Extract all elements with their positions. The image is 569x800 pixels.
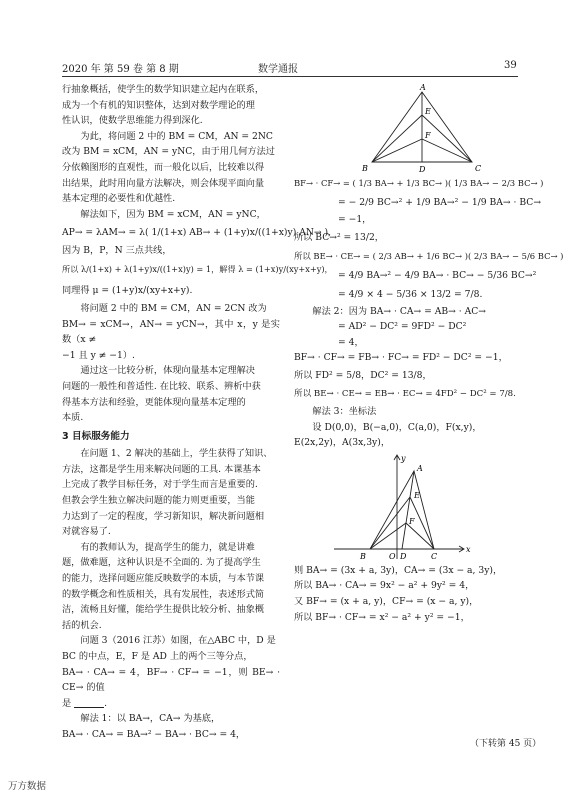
problem-line: 问题 3（2016 江苏）如图，在△ABC 中，D 是 (80, 635, 276, 647)
text-line: 因为 B，P，N 三点共线， (62, 245, 172, 257)
equation: 所以 BA→ · CA→ = 9x² − a² + 9y² = 4， (294, 580, 475, 592)
point-label: E (414, 490, 420, 500)
problem-line: BA→ · CA→ = 4，BF→ · CF→ = −1，则 BE→ · CE→ 的值 (62, 666, 280, 694)
point-label: F (409, 516, 415, 526)
answer-blank (74, 697, 104, 708)
point-label: A (420, 83, 426, 92)
equation: = 4/9 × 4 − 5/36 × 13/2 = 7/8. (338, 288, 483, 300)
coordinate-figure (294, 451, 518, 563)
point-label: B (360, 551, 366, 561)
equation: 同理得 μ = (1+y)x/(xy+x+y). (62, 284, 193, 296)
equation: = AD² − DC² = 9FD² − DC² (338, 321, 467, 333)
text-line: −1 且 y ≠ −1）. (62, 349, 135, 361)
journal-info: 2020 年 第 59 卷 第 8 期 (62, 64, 179, 75)
left-column (62, 82, 333, 743)
text-line: 题，做难题，这种认识是不全面的. 为了提高学生 (62, 557, 261, 569)
text-line: 解法如下，因为 BM = xCM，AN = yNC， (80, 208, 266, 220)
text-line: 的数学概念和性质相关，具有发展性，表述形式简 (62, 588, 265, 600)
equation: 所以 BE→ · CE→ = ( 2/3 AB→ + 1/6 BC→ )( 2/3 BA→ − 5/6 BC→ ) (294, 250, 564, 261)
triangle-abc (370, 471, 434, 549)
equation: BF→ · CF→ = ( 1/3 BA→ + 1/3 BC→ )( 1/3 BA→ − 2/3 BC→ ) (294, 178, 544, 188)
page-number: 39 (504, 60, 517, 71)
text-line: 力达到了一定的程度，学习新知识，解决新问题相 (62, 510, 265, 522)
equation: = − 2/9 BC→² + 1/9 BA→² − 1/9 BA→ · BC→ (338, 197, 542, 208)
text-line: 上完成了教学目标任务，对于学生而言是重要的. (62, 479, 258, 491)
point-label: B (362, 164, 368, 173)
text-line: 将问题 2 中的 BM = CM，AN = 2CN 改为 (80, 302, 267, 314)
journal-name: 数学通报 (258, 64, 298, 75)
text-line: 对就容易了. (62, 526, 111, 538)
text-line: 通过这一比较分析，体现向量基本定理解决 (80, 365, 255, 377)
text-line: 有的教师认为，提高学生的能力，就是讲难 (80, 541, 255, 553)
text-line: 解法 2：因为 BA→ · CA→ = AB→ · AC→ (312, 305, 486, 317)
equation: = −1， (338, 214, 372, 225)
point-label: E (425, 107, 431, 116)
text-line: E(2x,2y)，A(3x,3y)， (294, 437, 391, 449)
text-line: 解法 1：以 BA→，CA→ 为基底， (80, 713, 221, 725)
segment-be (370, 497, 410, 549)
text-line: 但教会学生独立解决问题的能力则更重要，当能 (62, 495, 255, 507)
point-label: A (417, 463, 423, 473)
equation: AP→ = λAM→ = λ( 1/(1+x) AB→ + (1+y)x/((1+x)y) AN→ ), (62, 227, 332, 239)
equation: 所以 FD² = 5/8，DC² = 13/8， (294, 369, 432, 381)
header-rule (62, 76, 518, 77)
right-column (294, 82, 564, 625)
problem-line: 是 (62, 697, 72, 709)
section-title: 3 目标服务能力 (62, 430, 130, 442)
segment-be (372, 115, 422, 162)
text-line: 的能力，选择问题应能反映数学的本质，与本节课 (62, 573, 265, 585)
text-line: 基本定理的必要性和优越性. (62, 193, 176, 205)
text-line: 问题的一般性和普适性. 在比较、联系、辨析中获 (62, 380, 261, 392)
triangle-figure (294, 82, 518, 174)
point-label: D (400, 551, 407, 561)
segment-cf (422, 139, 472, 162)
segment-cf (406, 523, 434, 549)
text-line: 成为一个有机的知识整体，达到对数学理论的理 (62, 99, 255, 111)
equation: 所以 BF→ · CF→ = x² − a² + y² = −1， (294, 611, 470, 623)
text-line: 改为 BM = xCM，AN = yNC，由于用几何方法过 (62, 146, 275, 158)
text-line: 在问题 1、2 解决的基础上，学生获得了知识、 (80, 448, 273, 460)
text-line: 为此，将问题 2 中的 BM = CM，AN = 2NC (80, 130, 273, 142)
median-ad (402, 471, 414, 549)
axis-label: x (466, 544, 471, 554)
point-label: C (431, 551, 438, 561)
axis-label: y (401, 453, 406, 463)
continued-note: （下转第 45 页） (470, 739, 542, 749)
text-line: 分依赖图形的直观性，而一般化以后，比较难以得 (62, 161, 265, 173)
text-line: BM→ = xCM→，AN→ = yCN→，其中 x，y 是实数（x ≠ (62, 318, 280, 346)
equation: 又 BF→ = (x + a, y)，CF→ = (x − a, y)， (294, 595, 479, 607)
problem-line: BC 的中点，E，F 是 AD 上的两个三等分点， (62, 651, 253, 662)
problem-answer-line: 是 . (62, 697, 108, 709)
equation: 则 BA→ = (3x + a, 3y)，CA→ = (3x − a, 3y)， (294, 564, 503, 576)
text-line: 本质. (62, 412, 84, 424)
point-label: O (389, 551, 396, 561)
watermark: 万方数据 (8, 781, 47, 792)
point-label: D (419, 165, 426, 174)
text-line: 行抽象概括，使学生的数学知识建立起内在联系， (62, 84, 265, 95)
equation: = 4/9 BA→² − 4/9 BA→ · BC→ − 5/36 BC→² (338, 269, 537, 281)
equation: BA→ · CA→ = BA→² − BA→ · BC→ = 4， (62, 728, 246, 740)
text-line: 洁，流畅且好懂，能给学生提供比较分析、抽象概 (62, 604, 265, 616)
equation: 所以 BE→ · CE→ = EB→ · EC→ = 4FD² − DC² = 7/8. (294, 388, 516, 399)
text-line: 得基本方法和经验，更能体现向量基本定理的 (62, 396, 246, 408)
text-line: 解法 3：坐标法 (312, 405, 377, 417)
segment-bf (370, 523, 406, 549)
equation: BF→ · CF→ = FB→ · FC→ = FD² − DC² = −1， (294, 352, 508, 364)
text-line: 出结果，此时用向量方法解决，则会体现平面向量 (62, 177, 265, 189)
point-label: C (475, 164, 482, 173)
text-line: 括的机会. (62, 619, 102, 631)
equation: 所以 BC→² = 13/2， (294, 231, 384, 243)
equation: = 4， (338, 336, 364, 348)
point-label: F (425, 131, 431, 140)
equation: 所以 λ/(1+x) + λ(1+y)x/((1+x)y) = 1，解得 λ = (1+x)y/(xy+x+y)， (62, 263, 333, 274)
segment-bf (372, 139, 422, 162)
text-line: 方法，这都是学生用来解决问题的工具. 本课基本 (62, 463, 261, 475)
text-line: 设 D(0,0)，B(−a,0)，C(a,0)，F(x,y)， (312, 421, 482, 433)
text-line: 性认识，使数学思维能力得到深化. (62, 115, 203, 127)
